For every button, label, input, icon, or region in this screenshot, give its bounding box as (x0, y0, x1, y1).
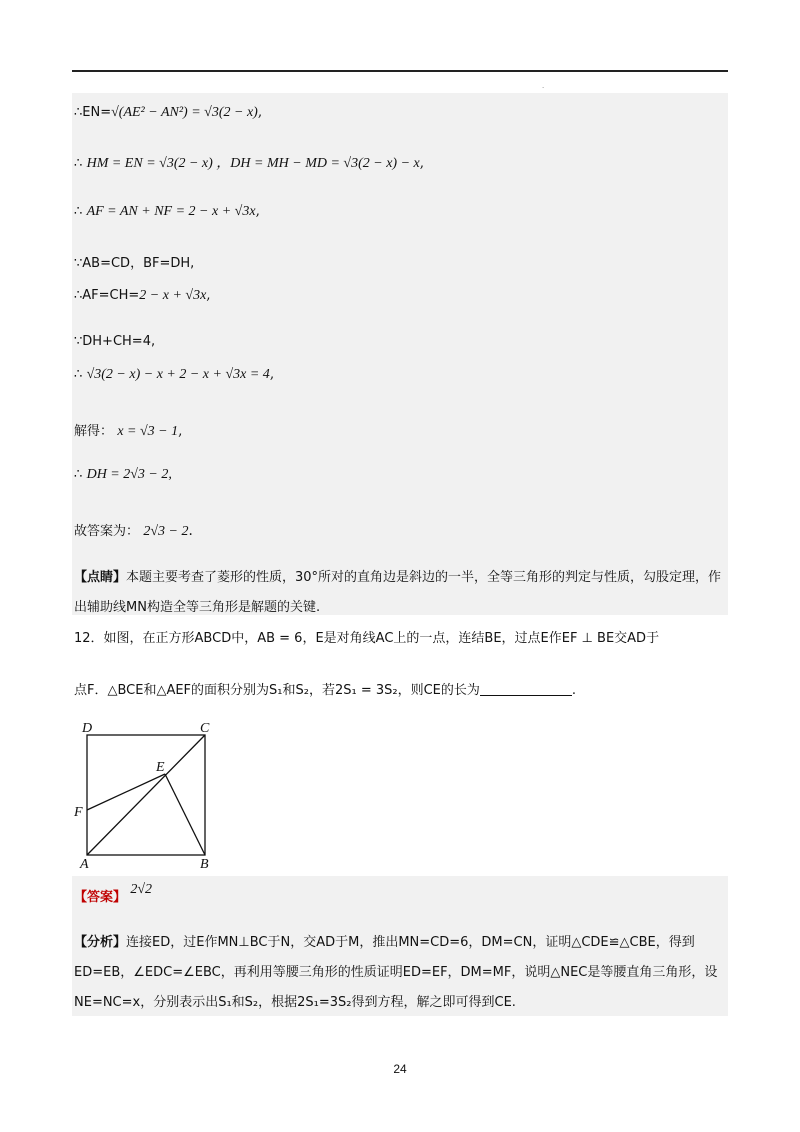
solution-line-3: ∴ AF = AN + NF = 2 − x + √3x, (74, 203, 260, 219)
diagonal-ac (87, 735, 205, 855)
solution-line-9: ∴ DH = 2√3 − 2, (74, 467, 172, 482)
square-figure (72, 718, 222, 870)
solution-line-7: ∴ √3(2 − x) − x + 2 − x + √3x = 4, (74, 366, 275, 382)
key-point-paragraph: 【点睛】本题主要考查了菱形的性质，30°所对的直角边是斜边的一半，全等三角形的判定与性质，勾股定理，作出辅助线MN构造全等三角形是解题的关键. (74, 570, 722, 615)
question-12-line-1: 12．如图，在正方形ABCD中，AB = 6，E是对角线AC上的一点，连结BE，过点E作EF ⊥ BE交AD于 (74, 631, 660, 646)
label-f: F (74, 805, 83, 820)
solution-line-4: ∵AB=CD，BF=DH, (74, 256, 195, 271)
analysis-paragraph: 【分析】连接ED，过E作MN⊥BC于N，交AD于M，推出MN=CD=6，DM=CN，证明△CDE≌△CBE，得到ED=EB，∠EDC=∠EBC，再利用等腰三角形的性质证明ED=EF，DM=MF，说明△NEC是等腰直角三角形，设NE=NC=x，分别表示出S₁和S₂，根据2S₁=3S₂得到方程，解之即可得到CE. (74, 935, 718, 1010)
solution-line-1: ∴EN=√(AE² − AN²) = √3(2 − x), (74, 104, 263, 120)
label-b: B (200, 857, 209, 870)
page-number: 24 (393, 1062, 407, 1076)
label-c: C (200, 721, 210, 736)
label-e: E (156, 760, 165, 775)
solution-line-5: ∴AF=CH=2 − x + √3x, (74, 287, 211, 303)
solution-line-2: ∴ HM = EN = √3(2 − x) ，DH = MH − MD = √3(2 − x) − x, (74, 155, 425, 171)
answer-blank (480, 681, 572, 696)
answer-line: 【答案】 2√2 (74, 882, 152, 905)
segment-fe (87, 774, 165, 810)
header-rule (72, 70, 728, 72)
label-a: A (80, 857, 89, 870)
header-mark: · (542, 84, 545, 92)
question-12-line-2: 点F．△BCE和△AEF的面积分别为S₁和S₂，若2S₁ = 3S₂，则CE的长为 . (74, 683, 577, 698)
answer-value: 2√2 (130, 882, 152, 897)
solution-line-6: ∵DH+CH=4, (74, 334, 156, 349)
segment-eb (165, 774, 205, 855)
solution-line-8: 解得： x = √3 − 1, (74, 423, 183, 439)
solution-line-10: 故答案为： 2√3 − 2. (74, 523, 193, 539)
label-d: D (82, 721, 93, 736)
